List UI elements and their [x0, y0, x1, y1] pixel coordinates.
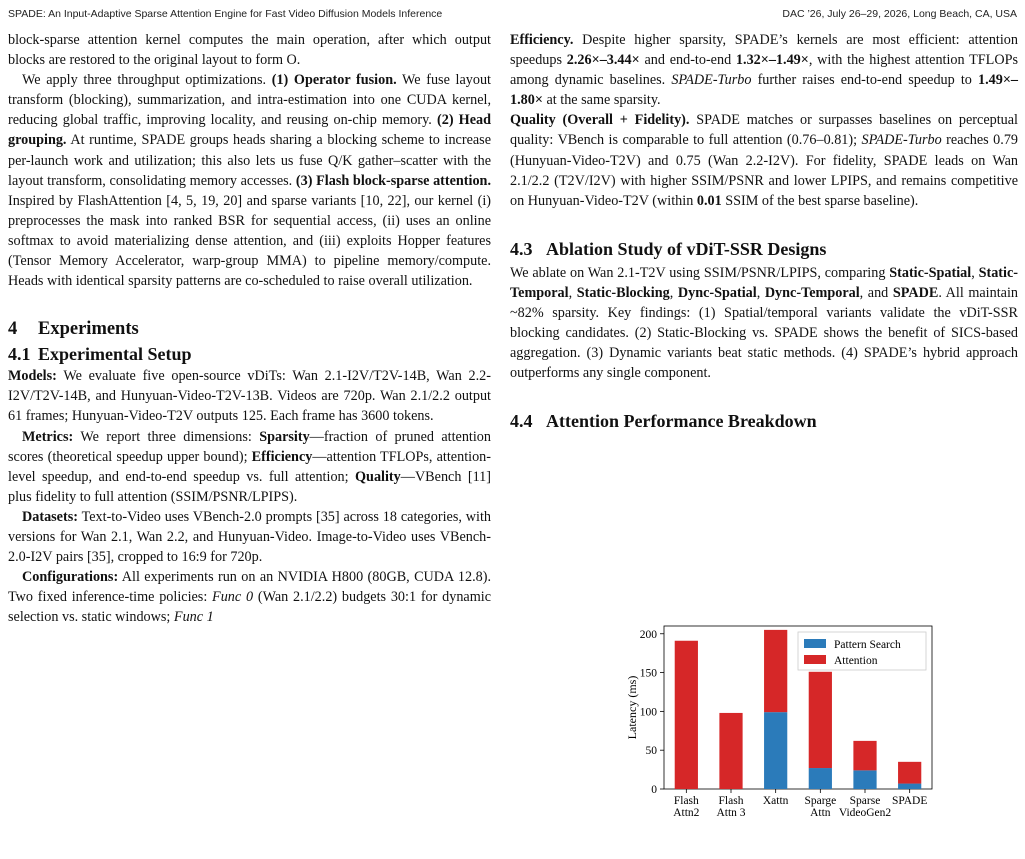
legend-swatch-attention — [804, 655, 826, 664]
bar-attention-0 — [675, 641, 698, 789]
abl-static-blocking: Static-Blocking — [576, 284, 670, 301]
abl-static-temporal: Static-Temporal — [510, 264, 1018, 301]
abl-sep-4: , — [756, 284, 765, 301]
paragraph-metrics — [8, 427, 491, 507]
qual-text-b: reaches 0.79 (Hunyuan-Video-T2V) and 0.75 (Wan 2.2-I2V). For fidelity, SPADE leads on Wan 2.1/2.2 (T2V/I2V) with higher SSIM/PSNR and lower LPIPS, and remains competitive on Hunyuan-Video-T2V (within — [510, 132, 1019, 209]
config-label: Configurations: — [22, 569, 119, 586]
optim-grouping-label: (2) Head grouping. — [8, 112, 491, 149]
section-4-4-title: Attention Performance Breakdown — [546, 411, 817, 432]
abl-sep-5: , and — [859, 284, 893, 301]
qual-turbo: SPADE-Turbo — [861, 132, 942, 149]
legend-label-attention: Attention — [834, 655, 878, 667]
section-4-3-title: Ablation Study of vDiT-SSR Designs — [546, 238, 827, 259]
optim-flash-text: Inspired by FlashAttention [4, 5, 19, 20] and sparse variants [10, 22], our kernel (i) preprocesses the mask into ranked BSR for sequential access, (ii) uses an online softmax to avoid materializing dense attention, and (iii) exploits Hopper features (Tensor Memory Accelerator, warp-group MMA) to pipeline memory/compute. Heads with identical sparsity patterns are co-scheduled to raise overall utilization. — [8, 192, 491, 290]
metrics-text-c: —fraction of pruned attention scores (theoretical speedup upper bound); — [8, 428, 491, 465]
y-tick-label-100: 100 — [639, 706, 657, 719]
abl-sep-1: , — [971, 264, 979, 281]
eff-turbo-speedup: 1.49×–1.80× — [510, 72, 1018, 109]
optim-intro: We apply three throughput optimizations. — [22, 72, 272, 89]
optim-grouping-text: At runtime, SPADE groups heads sharing a blocking scheme to increase per-launch work and utilization; this also lets us fuse Q/K gather–scatter with the layout transform, consolidating memory accesses. — [8, 132, 491, 189]
right-column — [510, 30, 1018, 433]
metrics-label: Metrics: — [22, 428, 74, 445]
x-tick-label-4-0: Sparse — [849, 795, 881, 807]
abl-sep-3: , — [669, 284, 678, 301]
bar-pattern-search-2 — [764, 712, 787, 789]
metrics-text-e: —VBench [11] plus fidelity to full attention (SSIM/PSNR/LPIPS). — [8, 468, 491, 505]
metrics-efficiency: Efficiency — [251, 448, 313, 465]
y-tick-label-0: 0 — [651, 784, 657, 796]
eff-attn-speedup: 2.26×–3.44× — [566, 52, 640, 69]
paragraph-kernel-intro: block-sparse attention kernel computes the main operation, after which output blocks are restored to the original layout to form O. — [8, 32, 491, 69]
paragraph-models — [8, 366, 491, 426]
latency-breakdown-chart — [620, 618, 940, 854]
section-4-4-number: 4.4 — [510, 411, 533, 432]
qual-ssim-gap: 0.01 — [696, 192, 722, 209]
models-label: Models: — [8, 368, 57, 385]
latency-chart-svg — [620, 618, 940, 854]
metrics-quality: Quality — [355, 468, 401, 485]
optim-fusion-label: (1) Operator fusion. — [271, 72, 397, 89]
bar-pattern-search-5 — [898, 784, 921, 789]
section-4-3-heading — [510, 237, 1018, 261]
bar-attention-2 — [764, 630, 787, 712]
metrics-text-d: —attention TFLOPs, attention-level speedup, and end-to-end speedup vs. full attention; — [8, 448, 491, 485]
datasets-label: Datasets: — [22, 508, 78, 525]
y-tick-label-150: 150 — [639, 667, 657, 680]
qual-text-c: SSIM of the best sparse baseline). — [721, 192, 919, 209]
y-tick-label-50: 50 — [645, 745, 657, 758]
optim-flash-label: (3) Flash block-sparse attention. — [295, 172, 491, 189]
eff-turbo: SPADE-Turbo — [671, 72, 752, 89]
paragraph-optimizations — [8, 70, 491, 291]
section-4-3-number: 4.3 — [510, 238, 533, 259]
efficiency-label: Efficiency. — [510, 32, 574, 48]
quality-label: Quality (Overall + Fidelity). — [510, 112, 690, 129]
header-conference: DAC ’26, July 26–29, 2026, Long Beach, CA, USA — [782, 8, 1017, 20]
paragraph-efficiency — [510, 30, 1018, 110]
paragraph-ablation — [510, 263, 1018, 384]
metrics-text-a: We report three dimensions: — [73, 428, 260, 445]
section-4-1-heading — [8, 342, 491, 366]
bar-attention-1 — [719, 713, 742, 789]
section-4-title: Experiments — [38, 319, 139, 340]
x-tick-label-1-1: Attn 3 — [716, 807, 746, 819]
x-tick-label-0-0: Flash — [673, 795, 699, 807]
x-tick-label-2-0: Xattn — [762, 795, 789, 807]
bar-attention-5 — [898, 762, 921, 784]
paragraph-configurations — [8, 567, 491, 627]
config-text-b: (Wan 2.1/2.2) budgets 30:1 for dynamic selection vs. static windows; — [8, 589, 491, 626]
paragraph-datasets — [8, 507, 491, 567]
left-column — [8, 30, 491, 627]
eff-e2e-speedup: 1.32×–1.49× — [735, 52, 809, 69]
optim-fusion-text: We fuse layout transform (blocking), summarization, and intra-estimation into one CUDA kernel, reducing global traffic, improving locality, and reusing on-chip memory. — [8, 72, 491, 129]
eff-text-e: further raises end-to-end speedup to — [751, 72, 978, 89]
abl-dync-spatial: Dync-Spatial — [677, 284, 757, 301]
eff-text-a: Despite higher sparsity, SPADE’s kernels are most efficient: attention speedups — [510, 32, 1018, 69]
x-tick-label-1-0: Flash — [718, 795, 744, 807]
bar-pattern-search-4 — [853, 770, 876, 789]
legend-label-pattern-search: Pattern Search — [834, 639, 901, 651]
bar-attention-4 — [853, 741, 876, 770]
config-func1: Func 1 — [173, 609, 214, 626]
bar-attention-3 — [809, 672, 832, 768]
x-tick-label-4-1: VideoGen2 — [838, 807, 892, 819]
running-header — [8, 6, 1017, 22]
section-4-number: 4 — [8, 319, 18, 340]
eff-text-f: at the same sparsity. — [542, 92, 661, 109]
section-4-4-heading — [510, 409, 1018, 433]
paragraph-quality — [510, 110, 1018, 210]
abl-static-spatial: Static-Spatial — [889, 264, 972, 281]
eff-text-d: , with the highest attention TFLOPs among dynamic baselines. — [510, 52, 1018, 89]
y-tick-label-200: 200 — [639, 628, 657, 641]
legend-swatch-pattern-search — [804, 639, 826, 648]
config-text-a: All experiments run on an NVIDIA H800 (80GB, CUDA 12.8). Two fixed inference-time policies: — [8, 569, 491, 606]
section-4-heading — [8, 317, 491, 341]
metrics-sparsity: Sparsity — [259, 428, 310, 445]
section-4-1-number: 4.1 — [8, 344, 31, 365]
abl-sep-2: , — [568, 284, 577, 301]
abl-dync-temporal: Dync-Temporal — [764, 284, 860, 301]
models-text: We evaluate five open-source vDiTs: Wan 2.1-I2V/T2V-14B, Wan 2.2-I2V/T2V-14B, and Hunyuan-Video-T2V-13B. Videos are 720p. Wan 2.1/2.2 output 61 frames; Hunyuan-Video-T2V outputs 125. Each frame has 3600 tokens. — [8, 368, 491, 425]
section-4-1-title: Experimental Setup — [38, 344, 192, 365]
abl-text-a: We ablate on Wan 2.1-T2V using SSIM/PSNR/LPIPS, comparing — [510, 264, 890, 281]
x-tick-label-5-0: SPADE — [891, 795, 928, 807]
config-func0: Func 0 — [212, 589, 254, 606]
eff-text-c: and end-to-end — [639, 52, 736, 69]
abl-spade: SPADE — [892, 284, 939, 301]
datasets-text: Text-to-Video uses VBench-2.0 prompts [35] across 18 categories, with versions for Wan 2.1, Wan 2.2, and Hunyuan-Video. Image-to-Video uses VBench-2.0-I2V pairs [35], cropped to 16:9 for 720p. — [8, 508, 491, 566]
x-tick-label-0-1: Attn2 — [673, 807, 700, 819]
abl-text-c: . All maintain ~82% sparsity. Key findings: (1) Spatial/temporal variants validate the vDiT-SSR blocking candidates. (2) Static-Blocking vs. SPADE shows the benefit of SICS-based aggregation. (3) Dynamic variants beat static methods. (4) SPADE’s hybrid approach outperforms any single component. — [510, 284, 1018, 382]
qual-text-a: SPADE matches or surpasses baselines on perceptual quality: VBench is comparable to full attention (0.76–0.81); — [510, 112, 1018, 149]
y-axis-label: Latency (ms) — [625, 675, 639, 740]
bar-pattern-search-3 — [809, 768, 832, 789]
x-tick-label-3-1: Attn — [810, 807, 831, 819]
header-paper-title: SPADE: An Input-Adaptive Sparse Attention Engine for Fast Video Diffusion Models Inference — [8, 8, 443, 20]
x-tick-label-3-0: Sparge — [804, 795, 837, 807]
